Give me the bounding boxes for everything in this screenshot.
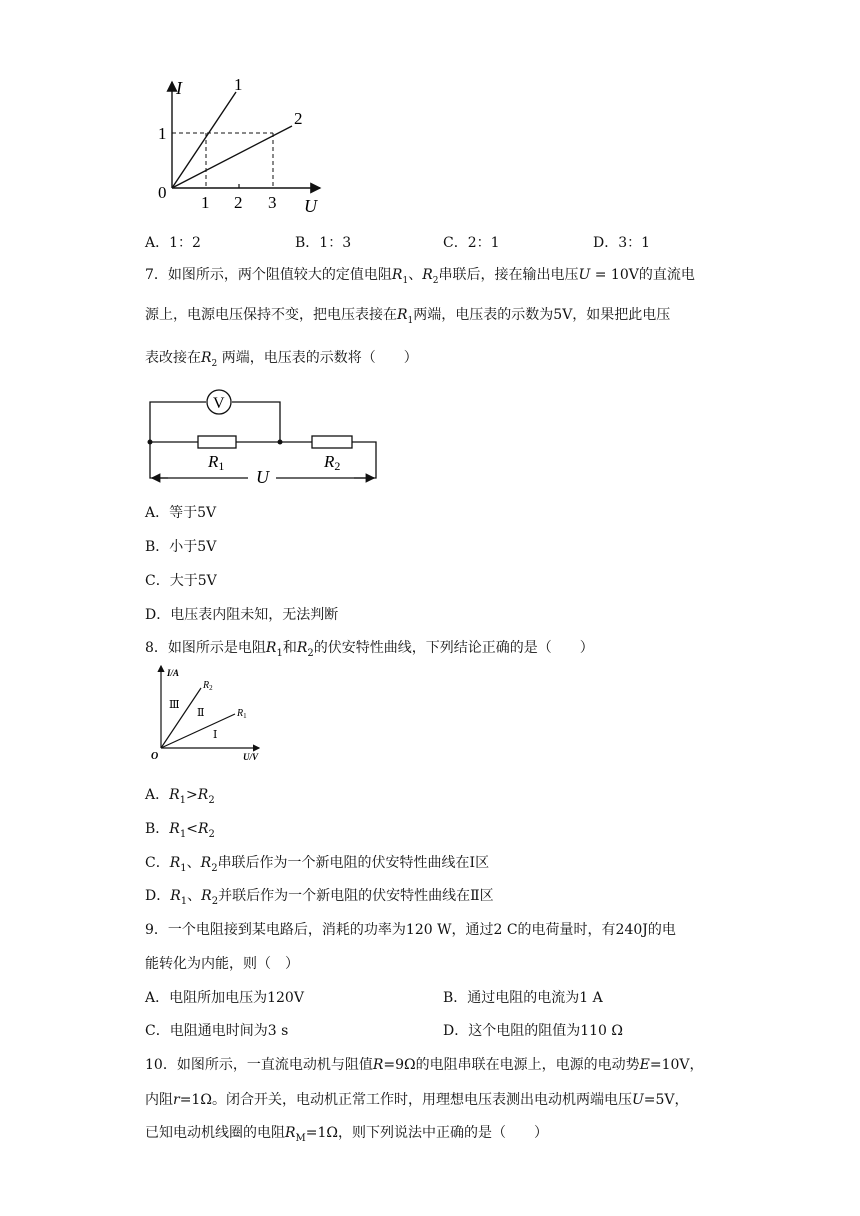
question-9-line-2: 能转化为内能，则（ ）: [145, 956, 299, 972]
option-b[interactable]: B．通过电阻的电流为1 A: [443, 990, 603, 1006]
option-b[interactable]: B．1：3: [295, 235, 352, 251]
circuit-diagram-q7: [140, 385, 390, 490]
voltmeter-wire: [232, 402, 280, 442]
voltmeter-label: V: [213, 395, 225, 412]
option-d[interactable]: D．电压表内阻未知，无法判断: [145, 607, 339, 623]
resistor-r2: [312, 436, 352, 448]
line-2-label: 2: [294, 109, 303, 128]
iu-graph-q6: [150, 70, 340, 220]
region-3-label: Ⅲ: [169, 699, 180, 711]
option-d[interactable]: D．3：1: [593, 235, 651, 251]
option-b[interactable]: B．小于5V: [145, 539, 217, 555]
question-7-line-1: 7．如图所示，两个阻值较大的定值电阻$R_1$、$R_2$串联后，接在输出电压U = 10V的直流电: [145, 267, 695, 286]
x-tick-label: 1: [201, 193, 210, 212]
question-10-line-2: 内阻r=1Ω。闭合开关，电动机正常工作时，用理想电压表测出电动机两端电压U=5V，: [145, 1092, 689, 1108]
resistor-r1: [198, 436, 236, 448]
question-10-line-1: 10．如图所示，一直流电动机与阻值R=9Ω的电阻串联在电源上，电源的电动势E=10V，: [145, 1057, 704, 1073]
option-d[interactable]: D．$R_1$、$R_2$并联后作为一个新电阻的伏安特性曲线在Ⅱ区: [145, 888, 494, 907]
origin-label: O: [151, 751, 159, 762]
junction: [278, 440, 283, 445]
question-8-stem: 8．如图所示是电阻$R_1$和$R_2$的伏安特性曲线，下列结论正确的是（ ）: [145, 640, 594, 659]
question-9-line-1: 9．一个电阻接到某电路后，消耗的功率为120 W，通过2 C的电荷量时，有240J的电: [145, 922, 676, 938]
option-a[interactable]: A．$R_1>R_2$: [145, 787, 215, 806]
option-a[interactable]: A．等于5V: [145, 505, 217, 521]
x-tick-label: 3: [268, 193, 277, 212]
option-c[interactable]: C．2：1: [443, 235, 500, 251]
wire: [352, 442, 376, 478]
line-r2-label: $R_2$: [203, 680, 213, 692]
line-1: [172, 92, 236, 188]
iu-graph-q8: [145, 662, 270, 767]
origin-label: 0: [158, 183, 167, 202]
x-tick-label: 2: [234, 193, 243, 212]
junction: [148, 440, 153, 445]
option-a[interactable]: A．1：2: [145, 235, 201, 251]
option-c[interactable]: C．电阻通电时间为3 s: [145, 1023, 289, 1039]
wire: [150, 442, 168, 478]
option-d[interactable]: D．这个电阻的阻值为110 Ω: [443, 1023, 624, 1039]
option-c[interactable]: C．大于5V: [145, 573, 217, 589]
option-a[interactable]: A．电阻所加电压为120V: [145, 990, 304, 1006]
r2-label: R2: [324, 452, 341, 473]
y-tick-label: 1: [158, 124, 167, 143]
y-axis-label: I/A: [167, 668, 180, 678]
question-7-line-3: 表改接在$R_2$ 两端，电压表的示数将（ ）: [145, 350, 418, 369]
line-r1-label: $R_1$: [237, 708, 247, 720]
question-7-line-2: 源上，电源电压保持不变，把电压表接在$R_1$两端，电压表的示数为5V，如果把此电压: [145, 307, 671, 326]
question-10-line-3: 已知电动机线圈的电阻$R_M=1\Omega$，则下列说法中正确的是（ ）: [145, 1125, 549, 1144]
x-axis-label: U: [304, 196, 317, 216]
y-axis-label: I: [176, 78, 182, 98]
region-1-label: Ⅰ: [213, 729, 218, 741]
region-2-label: Ⅱ: [197, 707, 205, 719]
u-label: U: [256, 467, 269, 487]
option-b[interactable]: B．$R_1<R_2$: [145, 821, 215, 840]
line-1-label: 1: [234, 75, 243, 94]
x-axis-label: U/V: [243, 752, 259, 762]
option-c[interactable]: C．$R_1$、$R_2$串联后作为一个新电阻的伏安特性曲线在Ⅰ区: [145, 855, 490, 874]
line-2: [172, 126, 292, 188]
r1-label: R1: [208, 452, 225, 473]
